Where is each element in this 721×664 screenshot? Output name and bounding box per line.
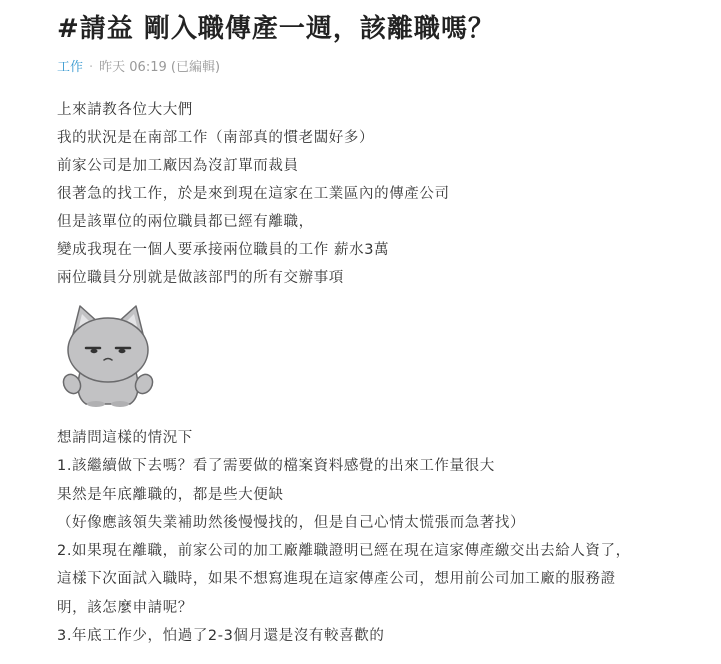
post-line: 1.該繼續做下去嗎？看了需要做的檔案資料感覺的出來工作量很大 [57, 458, 495, 475]
post-line: 但是該單位的兩位職員都已經有離職， [57, 214, 314, 230]
post-line: 前家公司是加工廠因為沒訂單而裁員 [57, 158, 299, 174]
post-line: 明，該怎麼申請呢？ [57, 599, 193, 616]
post-line: 很著急的找工作，於是來到現在這家在工業區內的傳產公司 [57, 186, 450, 202]
post-line: 上來請教各位大大們 [57, 102, 193, 118]
post-paragraph-2 [57, 424, 631, 650]
grumpy-cat-sticker-icon [58, 300, 158, 408]
post-line: 我的狀況是在南部工作（南部真的慣老闆好多） [57, 130, 375, 146]
edited-label: (已編輯) [170, 60, 221, 75]
meta-separator: · [89, 60, 94, 75]
post-line: 果然是年底離職的，都是些大便缺 [57, 486, 284, 503]
post-time: 昨天 06:19 [99, 60, 167, 75]
post-meta [57, 56, 220, 75]
post-line: 變成我現在一個人要承接兩位職員的工作 薪水3萬 [57, 242, 390, 258]
post-line: 2.如果現在離職，前家公司的加工廠離職證明已經在現在這家傳產繳交出去給人資了， [57, 543, 631, 560]
post-line: 兩位職員分別就是做該部門的所有交辦事項 [57, 270, 344, 286]
post-title: #請益 剛入職傳產一週，該離職嗎？ [57, 14, 495, 44]
post-paragraph-1 [57, 96, 450, 292]
forum-link[interactable]: 工作 [57, 60, 84, 75]
post-line: 這樣下次面試入職時，如果不想寫進現在這家傳產公司，想用前公司加工廠的服務證 [57, 571, 616, 588]
post-line: （好像應該領失業補助然後慢慢找的，但是自己心情太慌張而急著找） [57, 514, 526, 531]
post-line: 3.年底工作少，怕過了2-3個月還是沒有較喜歡的 [57, 628, 385, 645]
post-line: 想請問這樣的情況下 [57, 430, 193, 446]
